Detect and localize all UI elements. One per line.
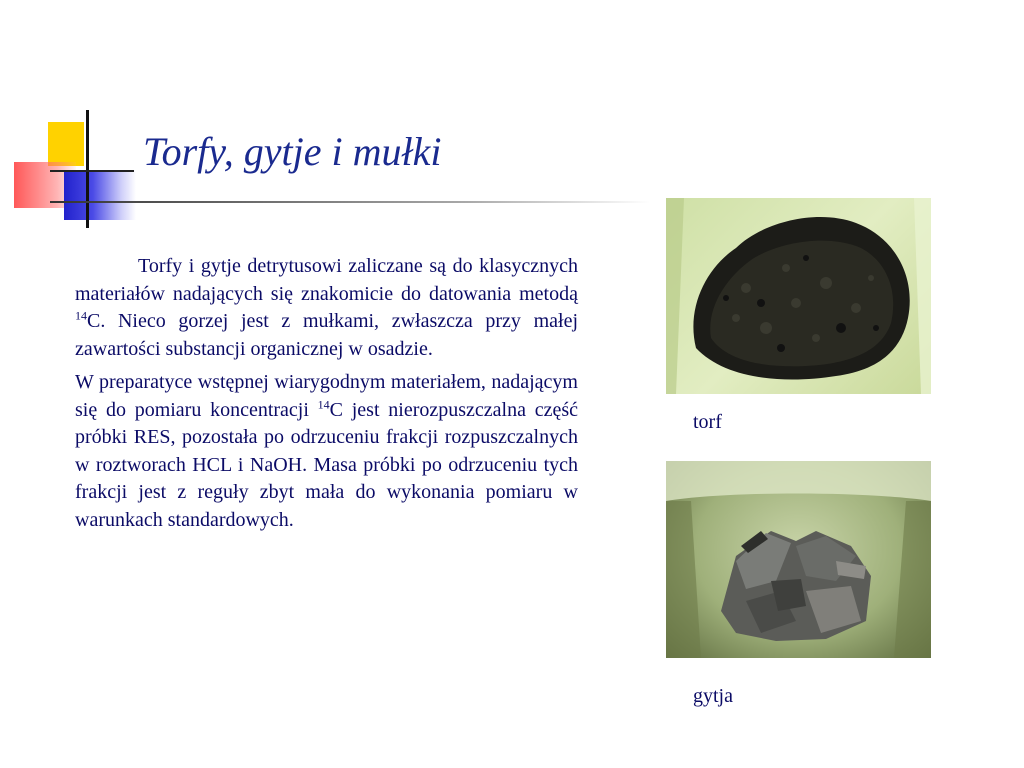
paragraph-1-text-a: Torfy i gytje detrytusowi zaliczane są do klasycznych materiałów nadających się znakomicie do datowania metodą — [75, 255, 578, 305]
superscript-14: 14 — [75, 308, 87, 323]
logo-vertical-line — [86, 110, 89, 228]
decorative-logo — [0, 0, 160, 240]
paragraph-2-text-a: W preparatyce wstępnej wiarygodnym materiałem, nadającym się do pomiaru koncentracji — [75, 371, 578, 421]
torf-photo — [666, 198, 931, 394]
title-underline-divider — [50, 201, 650, 203]
superscript-14: 14 — [317, 396, 330, 411]
logo-yellow-square — [48, 122, 84, 166]
gytja-photo — [666, 461, 931, 658]
paragraph-2 — [75, 369, 578, 534]
gytja-caption: gytja — [693, 685, 733, 707]
paragraph-1-text-b: C. Nieco gorzej jest z mułkami, zwłaszcza przy małej zawartości substancji organicznej w osadzie. — [75, 310, 578, 360]
slide-title: Torfy, gytje i mułki — [143, 129, 442, 174]
logo-horizontal-line — [50, 170, 134, 172]
torf-caption: torf — [693, 411, 722, 433]
body-text — [75, 253, 578, 534]
paragraph-2-text-b: C jest nierozpuszczalna część próbki RES, pozostała po odrzuceniu frakcji rozpuszczalnych w roztworach HCL i NaOH. Masa próbki po odrzuceniu tych frakcji jest z reguły zbyt mała do wykonania pomiaru w warunkach standardowych. — [75, 398, 578, 531]
logo-blue-square — [64, 170, 136, 220]
paragraph-1 — [75, 253, 578, 363]
